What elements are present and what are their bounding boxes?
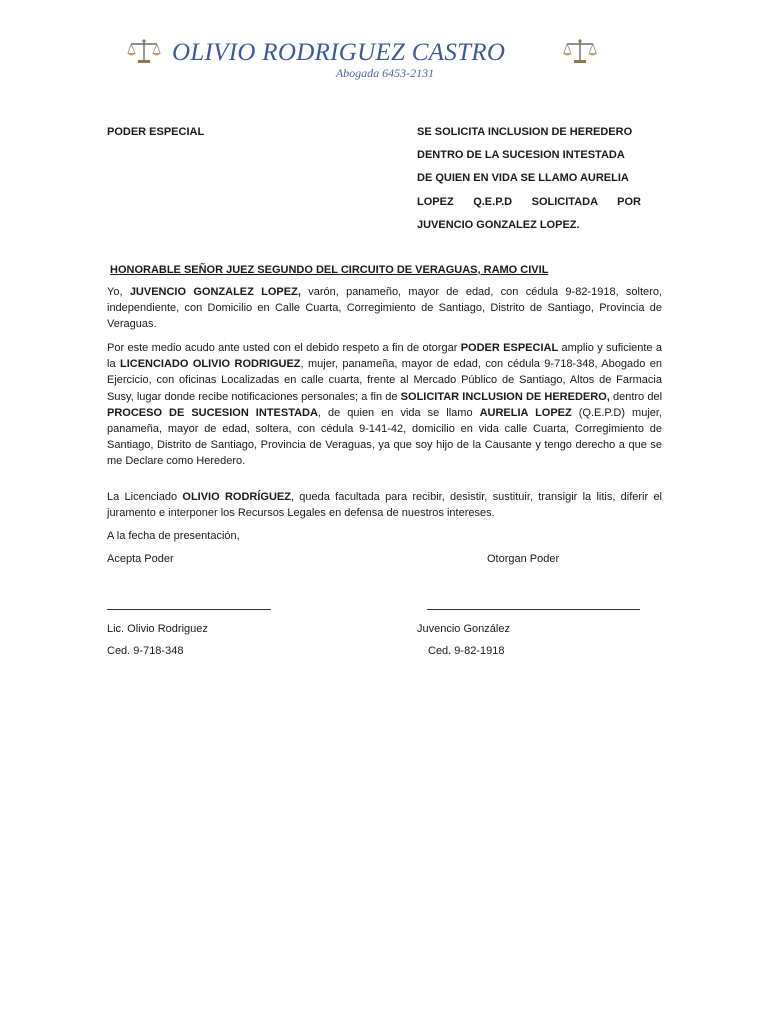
court-heading: HONORABLE SEÑOR JUEZ SEGUNDO DEL CIRCUITO DE VERAGUAS, RAMO CIVIL [110, 264, 549, 276]
document-title: PODER ESPECIAL [107, 126, 205, 138]
lawyer-name: OLIVIO RODRIGUEZ CASTRO [172, 39, 506, 66]
reference-block [417, 126, 641, 242]
signer-name-right: Juvencio González [417, 623, 510, 635]
lawyer-subtitle: Abogada 6453-2131 [335, 66, 435, 80]
signer-id-left: Ced. 9-718-348 [107, 645, 184, 657]
grant-label: Otorgan Poder [487, 553, 560, 565]
signature-line-right [427, 609, 640, 610]
reference-line: SE SOLICITA INCLUSION DE HEREDERO [417, 126, 633, 138]
paragraph-power: Por este medio acudo ante usted con el debido respeto a fin de otorgar PODER ESPECIAL amplio y suficiente a la LICENCIADO OLIVIO RODRIGUEZ, mujer, panameña, mayor de edad, con cédula 9-718-348, Abogado en Ejercicio, con oficinas Localizadas en calle cuarta, frente al Mercado Público de Santiago, Altos de Farmacia Susy, lugar donde recibe notificaciones personales; a fin de SOLICITAR INCLUSION DE HEREDERO, dentro del PROCESO DE SUCESION INTESTADA, de quien en vida se llamo AURELIA LOPEZ (Q.E.P.D) mujer, panameña, mayor de edad, soltera, con cédula 9-141-42, domicilio en vida calle Cuarta, Corregimiento de Santiago, Distrito de Santiago, Provincia de Veraguas, ya que soy hijo de la Causante y tengo derecho a que se me Declare como Heredero. [107, 342, 663, 468]
scales-of-justice-icon [563, 38, 597, 64]
scales-of-justice-icon [127, 38, 161, 64]
reference-line: DENTRO DE LA SUCESION INTESTADA [417, 149, 625, 162]
reference-line: DE QUIEN EN VIDA SE LLAMO AURELIA [417, 172, 629, 185]
paragraph-faculties: La Licenciado OLIVIO RODRÍGUEZ, queda facultada para recibir, desistir, sustituir, transigir la litis, diferir el juramento e interponer los Recursos Legales en defensa de nuestros intereses. [107, 491, 663, 520]
date-line: A la fecha de presentación, [107, 530, 240, 542]
signature-line-left [107, 609, 271, 610]
accept-label: Acepta Poder [107, 553, 174, 565]
reference-line: LOPEZ Q.E.P.D SOLICITADA POR [417, 195, 641, 208]
signer-name-left: Lic. Olivio Rodriguez [107, 623, 208, 635]
paragraph-grantor: Yo, JUVENCIO GONZALEZ LOPEZ, varón, panameño, mayor de edad, con cédula 9-82-1918, soltero, independiente, con Domicilio en Calle Cuarta, Corregimiento de Santiago, Distrito de Santiago, Provincia de Veraguas. [107, 286, 663, 331]
reference-line: JUVENCIO GONZALEZ LOPEZ. [417, 218, 580, 231]
signer-id-right: Ced. 9-82-1918 [428, 645, 505, 657]
letterhead [0, 34, 768, 84]
